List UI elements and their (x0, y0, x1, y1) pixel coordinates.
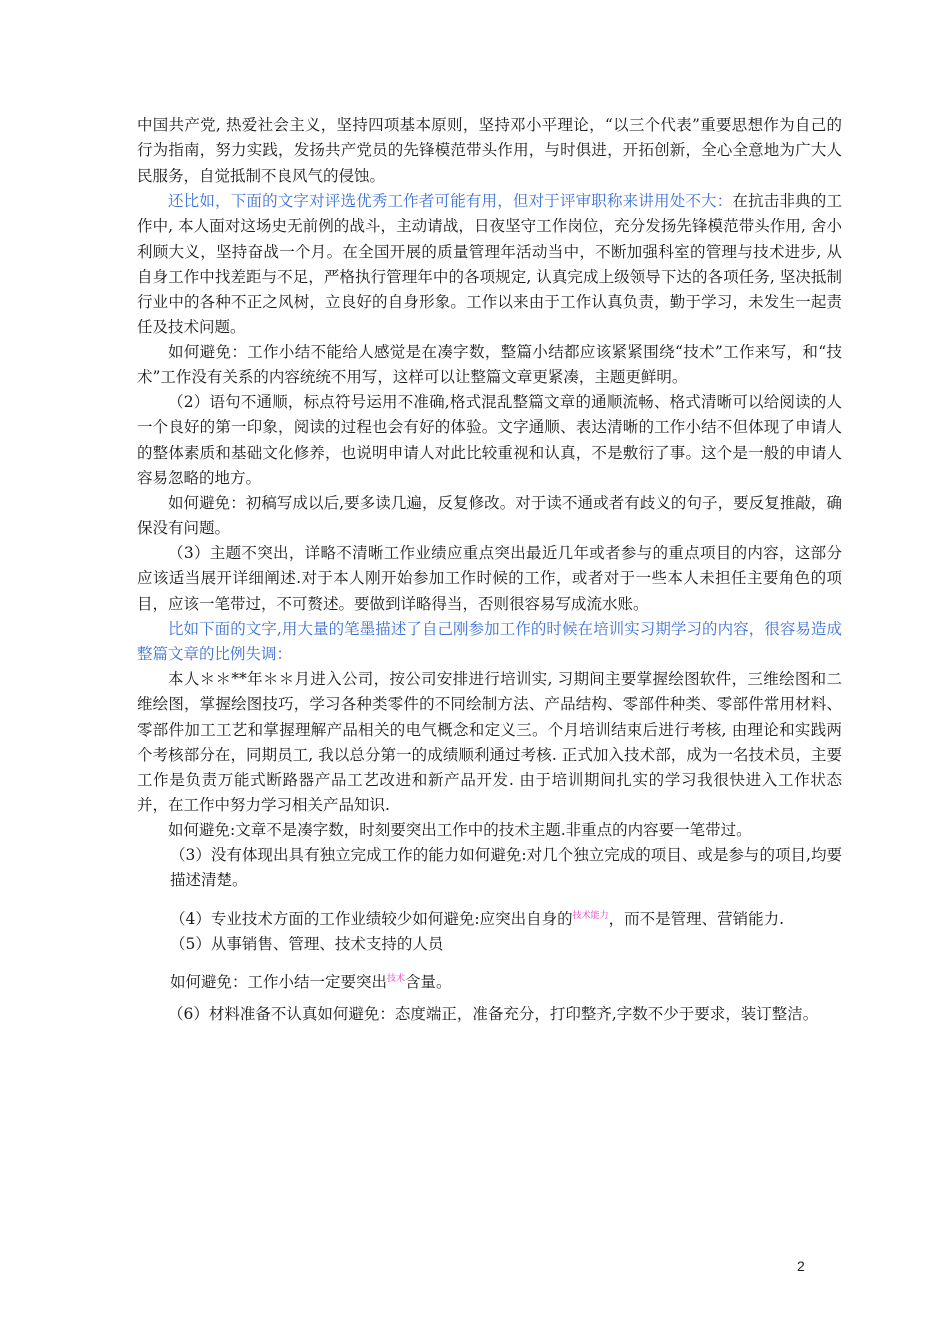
paragraph-12: （5）从事销售、管理、技术支持的人员 (170, 935, 444, 953)
highlight-example-intro: 还比如，下面的文字对评选优秀工作者可能有用，但对于评审职称来讲用处不大： (168, 192, 733, 210)
paragraph-7 (137, 617, 842, 668)
page-number: 2 (797, 1258, 805, 1274)
p11-text-a: （4）专业技术方面的工作业绩较少如何避免:应突出自身的 (170, 910, 573, 928)
p13-text-b: 含量。 (405, 973, 452, 991)
paragraph-5: 如何避免：初稿写成以后,要多读几遍，反复修改。对于读不通或者有歧义的句子，要反复推敲，确保没有问题。 (137, 494, 842, 538)
paragraph-8: 本人＊＊**年＊＊月进入公司，按公司安排进行培训实, 习期间主要掌握绘图软件，三维绘图和二维绘图，掌握绘图技巧，学习各种类零件的不同绘制方法、产品结构、零部件种类、零部件常用材料、零部件加工工艺和掌握理解产品相关的电气概念和定义三。个月培训结束后进行考核, 由理论和实践两个考核部分在，同期员工, 我以总分第一的成绩顺利通过考核. 正式加入技术部，成为一名技术员，主要工作是负责万能式断路器产品工艺改进和新产品开发. 由于培训期间扎实的学习我很快进入工作状态并，在工作中努力学习相关产品知识. (137, 670, 842, 815)
paragraph-13 (170, 967, 875, 995)
p13-text-a: 如何避免：工作小结一定要突出 (170, 973, 388, 991)
paragraph-11 (170, 904, 860, 932)
example-text: 在抗击非典的工作中, 本人面对这场史无前例的战斗，主动请战，日夜坚守工作岗位，充分发扬先锋模范带头作用, 舍小利顾大义，坚持奋战一个月。在全国开展的质量管理年活动当中，不断加强科室的管理与技术进步, 从自身工作中找差距与不足，严格执行管理年中的各项规定, 认真完成上级领导下达的各项任务, 坚决抵制行业中的各种不正之风树，立良好的自身形象。工作以来由于工作认真负责，勤于学习，未发生一起责任及技术问题。 (137, 192, 842, 337)
pink-annotation-tech: 技术 (387, 974, 406, 984)
paragraph-1: 中国共产党, 热爱社会主义，坚持四项基本原则，坚持邓小平理论，“以三个代表”重要思想作为自己的行为指南，努力实践，发扬共产党员的先锋模范带头作用，与时俱进，开拓创新，全心全意地为广大人民服务，自觉抵制不良风气的侵蚀。 (137, 116, 842, 185)
paragraph-4: （2）语句不通顺，标点符号运用不准确,格式混乱整篇文章的通顺流畅、格式清晰可以给阅读的人一个良好的第一印象，阅读的过程也会有好的体验。文字通顺、表达清晰的工作小结不但体现了申请人的整体素质和基础文化修养，也说明申请人对此比较重视和认真，不是敷衍了事。这个是一般的申请人容易忽略的地方。 (137, 393, 842, 487)
paragraph-3: 如何避免：工作小结不能给人感觉是在凑字数，整篇小结都应该紧紧围绕“技术”工作来写，和“技术”工作没有关系的内容统统不用写，这样可以让整篇文章更紧凑，主题更鲜明。 (137, 343, 842, 387)
paragraph-2 (137, 189, 842, 341)
highlight-example-intro-2: 比如下面的文字,用大量的笔墨描述了自己刚参加工作的时候在培训实习期学习的内容，很容易造成整篇文章的比例失调： (137, 620, 842, 664)
paragraph-14: （6）材料准备不认真如何避免：态度端正，准备充分，打印整齐,字数不少于要求，装订整洁。 (168, 1005, 819, 1023)
paragraph-9: 如何避免:文章不是凑字数，时刻要突出工作中的技术主题.非重点的内容要一笔带过。 (168, 821, 752, 839)
paragraph-10: （3）没有体现出具有独立完成工作的能力如何避免:对几个独立完成的项目、或是参与的项目,均要描述清楚。 (170, 846, 842, 890)
p11-text-b: ，而不是管理、营销能力. (608, 910, 785, 928)
paragraph-6: （3）主题不突出，详略不清晰工作业绩应重点突出最近几年或者参与的重点项目的内容，这部分应该适当展开详细阐述.对于本人刚开始参加工作时候的工作，或者对于一些本人未担任主要角色的项目，应该一笔带过，不可赘述。要做到详略得当，否则很容易写成流水账。 (137, 544, 842, 613)
pink-annotation-ability: 技术能力 (572, 911, 609, 921)
